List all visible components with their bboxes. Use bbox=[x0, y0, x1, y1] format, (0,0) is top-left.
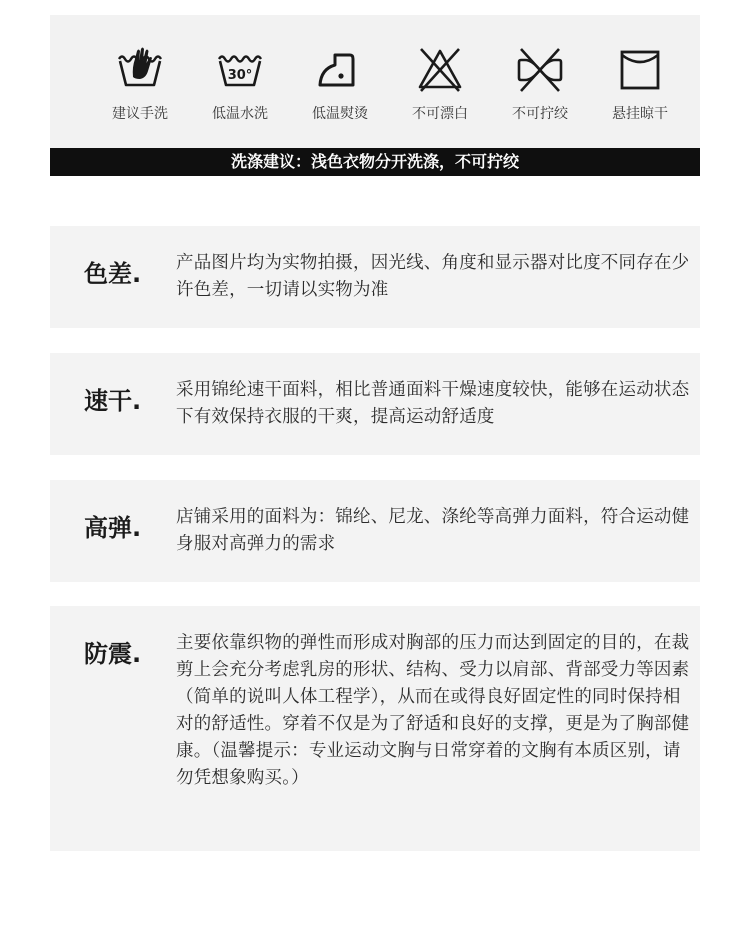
no-wring-icon bbox=[515, 45, 565, 95]
hang-dry-label: 悬挂晾干 bbox=[612, 106, 668, 122]
section-body: 店铺采用的面料为：锦纶、尼龙、涤纶等高弹力面料，符合运动健身服对高弹力的需求 bbox=[176, 507, 690, 554]
care-item-wash-30 bbox=[190, 45, 290, 135]
care-item-hang-dry bbox=[590, 45, 690, 135]
section-body: 采用锦纶速干面料，相比普通面料干燥速度较快，能够在运动状态下有效保持衣服的干爽，提高运动舒适度 bbox=[176, 380, 690, 427]
no-bleach-label: 不可漂白 bbox=[412, 106, 468, 122]
wash-30-icon bbox=[215, 45, 265, 95]
wash-temp-text: 30° bbox=[227, 68, 253, 83]
section-title: 色差. bbox=[84, 260, 142, 288]
section-title: 速干. bbox=[84, 387, 142, 415]
hand-wash-label: 建议手洗 bbox=[112, 106, 168, 122]
section-title: 高弹. bbox=[84, 514, 142, 542]
washing-advice-banner: 洗涤建议：浅色衣物分开洗涤，不可拧绞 bbox=[50, 148, 700, 176]
hang-dry-icon bbox=[615, 45, 665, 95]
care-item-hand-wash bbox=[90, 45, 190, 135]
wash-30-label: 低温水洗 bbox=[212, 106, 268, 122]
section-high-elastic bbox=[50, 480, 700, 582]
low-iron-icon bbox=[315, 45, 365, 95]
care-item-low-iron bbox=[290, 45, 390, 135]
no-bleach-icon bbox=[415, 45, 465, 95]
section-color-difference bbox=[50, 226, 700, 328]
section-title: 防震. bbox=[84, 640, 142, 668]
care-item-no-wring bbox=[490, 45, 590, 135]
care-instructions-panel bbox=[50, 15, 700, 148]
section-body: 主要依靠织物的弹性而形成对胸部的压力而达到固定的目的，在裁剪上会充分考虑乳房的形状、结构、受力以肩部、背部受力等因素（简单的说叫人体工程学），从而在或得良好固定性的同时保持相对的舒适性。穿着不仅是为了舒适和良好的支撑，更是为了胸部健康。（温馨提示：专业运动文胸与日常穿着的文胸有本质区别，请勿凭想象购买。） bbox=[176, 633, 690, 788]
section-body: 产品图片均为实物拍摄，因光线、角度和显示器对比度不同存在少许色差，一切请以实物为准 bbox=[176, 253, 690, 300]
section-quick-dry bbox=[50, 353, 700, 455]
low-iron-label: 低温熨烫 bbox=[312, 106, 368, 122]
no-wring-label: 不可拧绞 bbox=[512, 106, 568, 122]
section-shockproof bbox=[50, 606, 700, 851]
hand-wash-icon bbox=[115, 45, 165, 95]
care-item-no-bleach bbox=[390, 45, 490, 135]
